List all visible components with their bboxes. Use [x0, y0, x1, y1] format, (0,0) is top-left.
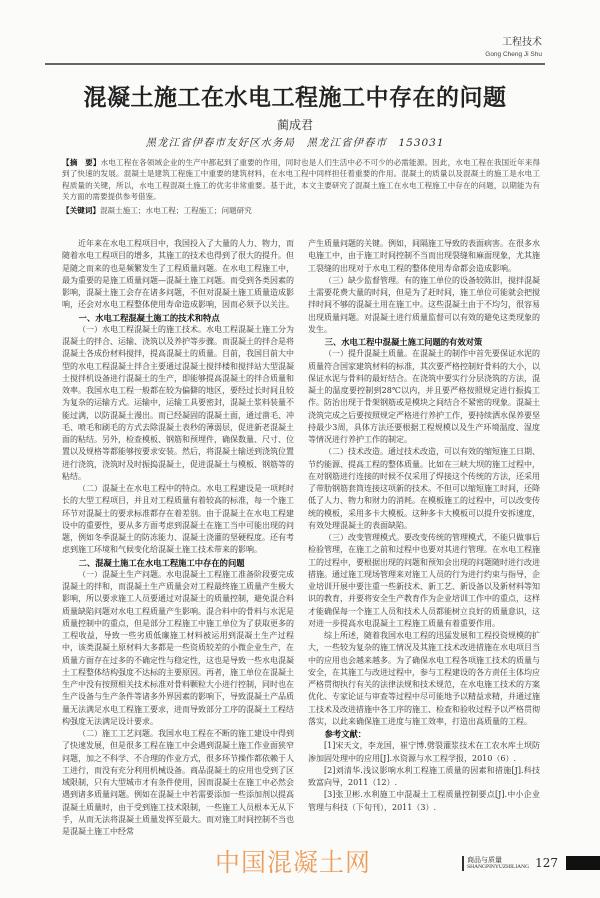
- paragraph: （三）改变管理模式。要改变传统的管理模式，不能只做事后检验管理，在施工之前和过程中也要对其进行管理。在水电工程施工的过程中，要根据出现的问题和预知会出现的问题随时进行改进措施。通过施工现场管理来对施工人员的行为进行约束与指导，企业培训开展中要注重一些新技术、新工艺、新设备以及新材料等知识的教育，并要将安全生产教育作为企业培训工作中的重点，这样才能确保每一个施工人员和技术人员都能树立良好的质量意识，这对进一步提高水电混凝土工程施工质量有着重要作用。: [308, 533, 540, 628]
- body-column-left: [62, 238, 294, 838]
- paragraph: （一）混凝土生产问题。水电混凝土工程施工准备阶段要完成混凝土的拌和，而混凝土生产质量会对工程最终施工质量产生极大影响，所以要求施工人员要通过对混凝土的质量控制，避免混合料质量缺陷问题对水电工程质量产生影响。混合料中的骨料与水泥是质量控制中的重点，但是部分工程施工中施工单位为了获取更多的工程收益，导致一些劣质低廉施工材料被运用到混凝土生产过程中，该类混凝土原材料大多都是一些资质较差的小微企业生产，在质量方面存在过多的不确定性与稳定性，这也是导致一些水电混凝土工程整体结构强度不达标的主要原因。再者，施工单位在混凝土生产中没有按照相关技术标准对骨料颗粒大小进行控制，同时也在生产设备与生产条件等诸多外界因素的影响下，导致混凝土产品质量无法满足水电工程施工要求，进而导致部分工序的混凝土工程结构强度无法满足设计要求。: [62, 569, 294, 726]
- reference-item: [3]张卫彬.水利施工中混凝土工程质量控制要点[J].中小企业管理与科技（下旬刊），2011（3）.: [308, 790, 540, 812]
- section-heading: 一、水电工程混凝土施工的技术和特点: [78, 312, 220, 323]
- references-heading: 参考文献：: [324, 729, 367, 740]
- keywords-label: 【关键词】: [62, 205, 100, 215]
- page-edge-tab: [566, 856, 600, 870]
- watermark: 中国混凝土网: [215, 848, 372, 878]
- section-heading: 二、混凝土施工在水电工程施工中存在的问题: [78, 557, 245, 568]
- abstract: [62, 157, 540, 203]
- abstract-text: 水电工程在各领域企业的生产中都起到了重要的作用，同时也是人们生活中必不可少的必需能源。因此，水电工程在我国近年来得到了快速的发展。混凝土是建筑工程施工中重要的建筑材料，在水电工程中同样担任着重要的作用。混凝土的质量以及混凝土的施工是水电工程质量的关键，所以，水电工程混凝土施工的优劣非常重要。基于此，本文主要研究了混凝土施工在水电工程施工中存在的问题，以期能为有关方面的需要提供参考借鉴。: [62, 158, 540, 202]
- paragraph: （二）混凝土在水电工程中的特点。水电工程建设是一项耗时长的大型工程项目，并且对工程质量有着较高的标准，每一个施工环节对混凝土的要求标准都存在着差别。由于混凝土在水电工程建设中的重要性，要从多方面考虑到混凝土在施工当中可能出现的问题，例如冬季混凝土的防冻能力、混凝土浇灌的坚硬程度。还有考虑到施工环境和气候变化给混凝土施工技术带来的影响。: [62, 484, 294, 555]
- abstract-block: [62, 157, 540, 216]
- paragraph: （二）技术改造。通过技术改造，可以有效的缩短施工日期、节约能源、提高工程的整体质量。比如在三峡大坝的施工过程中，在对钢筋进行连接的时候不仅采用了焊接这个传统的方法，还采用了带肋钢筋套筒连接这项新的技术。不但可以缩短施工时间，还降低了人力、物力和财力的消耗。在模板施工的过程中，可以改变传统的模板，采用多卡大模板。这种多卡大模板可以提升安拆速度，有效处理混凝土的表面缺陷。: [308, 447, 540, 530]
- journal-name: 商品与质量: [467, 855, 503, 864]
- keywords-text: 混凝土施工；水电工程；工程施工；问题研究: [99, 205, 252, 215]
- abstract-label: 【摘 要】: [62, 158, 101, 167]
- author: 蔺成君: [276, 118, 313, 132]
- affiliation: 黑龙江省伊春市友好区水务局 黑龙江省伊春市 153031: [145, 137, 445, 149]
- paragraph: （一）提升混凝土质量。在混凝土的制作中首先要保证水泥的质量符合国家建筑材料的标准，其次要严格控制好骨料的大小，以保证水泥与骨料的最好结合。在浇筑中要实行分层浇筑的方法，混凝土的温度要控制到28℃以内，并且要严格按照规定进行振捣工作。防治出现于骨架钢筋或是模块之间结合不紧密的现象。混凝土浇筑完成之后要按照规定严格进行养护工作，要持续洒水保养要坚持最少3周，具体方法还要根据工程规模以及生产环境温度、湿度等情况进行养护工作的制定。: [308, 349, 540, 445]
- page-bottom: [45, 848, 558, 878]
- header-rule: [45, 63, 545, 65]
- article-title: 混凝土施工在水电工程施工中存在的问题: [83, 84, 507, 111]
- section-heading: 三、水电工程中混凝土施工问题的有效对策: [324, 337, 483, 348]
- page-number: 127: [535, 856, 558, 871]
- body-columns: [62, 238, 540, 838]
- body-column-right: [308, 238, 540, 838]
- running-header: [45, 36, 545, 59]
- section-label: 工程技术: [502, 37, 542, 48]
- section-label-pinyin: Gong Cheng Ji Shu: [485, 51, 542, 58]
- footer-right: [462, 856, 600, 871]
- paragraph: 产生质量问题的关键。例如，间隔施工导致的表面病害。在很多水电施工中，由于施工时间控制不当而出现裂缝和麻面现象，尤其施工裂缝的出现对于水电工程的整体使用寿命都会造成影响。: [308, 239, 540, 273]
- paragraph: 综上所述，随着我国水电工程的迅猛发展和工程投资规模的扩大，一些较为复杂的施工情况及其施工技术改进措施在水电项目当中的应用也会越来越多。为了确保水电工程各项施工技术的质量与安全，在其施工与改进过程中，参与工程建设的各方责任主体均应严格贯彻执行有关的法律法规和技术规范，在水电施工技术的方案优化、专家论证与审查等过程中尽可能地予以精益求精，并通过施工技术及改进措施中各工序的施工、检查和验收过程予以严格贯彻落实，以此来确保施工进度与施工效率，打造出高质量的工程。: [308, 631, 540, 726]
- keywords: [62, 205, 540, 216]
- paragraph: 近年来在水电工程项目中，我国投入了大量的人力、物力，而随着水电工程项目的增多，其施工的技术也得到了很大的提升。但是随之而来的也是频繁发生了工程质量问题。在水电工程施工中，最为重要的是施工质量问题—混凝土施工问题。而受到各类因素的影响，混凝土施工会存在诸多问题，不但对混凝土施工质量造成影响，还会对水电工程整体使用寿命造成影响，因而必须予以关注。: [62, 239, 294, 310]
- reference-item: [2]刘清华.浅议影响水利工程施工质量的因素和措施[J].科技致富向导，2011（12）.: [308, 765, 540, 788]
- journal-name-pinyin: SHANGPINYUZHILIANG: [467, 863, 530, 870]
- paragraph: （二）施工工艺问题。我国水电工程在不断的施工建设中得到了快速发展，但是很多工程在施工中会遇到混凝土施工作业面狭窄问题，加之不科学、不合理的作业方式，很多环节操作都依赖于人工进行，而没有充分利用机械设备。商品混凝土的应用也受到了区域限制，只有大型城市才有条件使用，因而混凝土在施工中必然会遇到诸多质量问题。例如在混凝土中若需要添加一些添加剂以提高混凝土质量时，由于受到施工技术限制，一些施工人员根本无从下手，从而无法将混凝土质量发挥至最大。而对施工时间控制不当也是混凝土施工中经常: [62, 729, 294, 837]
- reference-item: [1]宋天文，李龙国，崔宁博.劈裂灌浆技术在工农水库土坝防渗加固处理中的应用[J].水资源与水工程学报，2010（6）.: [308, 741, 540, 763]
- paragraph: （三）缺少监督管理。有的施工单位的设备较陈旧，搅拌混凝土需要花费大量的时间，但是为了赶时间，施工单位可能就会把搅拌时间不够的混凝土用在施工中。这些混凝土由于不均匀，很容易出现质量问题。对混凝土进行质量监督可以有效的避免这类现象的发生。: [308, 275, 540, 334]
- journal-footer: [462, 856, 529, 871]
- paragraph: （一）水电工程混凝土的施工技术。水电工程混凝土施工分为混凝土的拌合、运输、浇筑以及养护等步骤。而混凝土的拌合是将混凝土各成份材料搅拌，提高混凝土的质量。目前，我国目前大中型的水电工程混凝土拌合主要通过混凝土搅拌楼和搅拌站大型混凝土搅拌机设备进行混凝土的生产，即能够提高混凝土的拌合质量和效率。我国水电工程一般都在较为偏僻的地区，要经过长时间且较为复杂的运输方式。运输中，运输工具要密封，混凝土浆料装量不能过满，以防混凝土漫出。而已经凝固的混凝土面，通过凿毛、冲毛、喷毛和刷毛的方式去除混凝土表秒的薄弱层，促进新老混凝土面的粘结。另外，检查模板、钢筋和预埋件，确保数量、尺寸、位置以及规格等都能够按要求安装。然后，将混凝土输送到浇筑位置进行浇筑，浇筑时及时振捣混凝土，促进混凝土与模板、钢筋等的粘结。: [62, 324, 294, 481]
